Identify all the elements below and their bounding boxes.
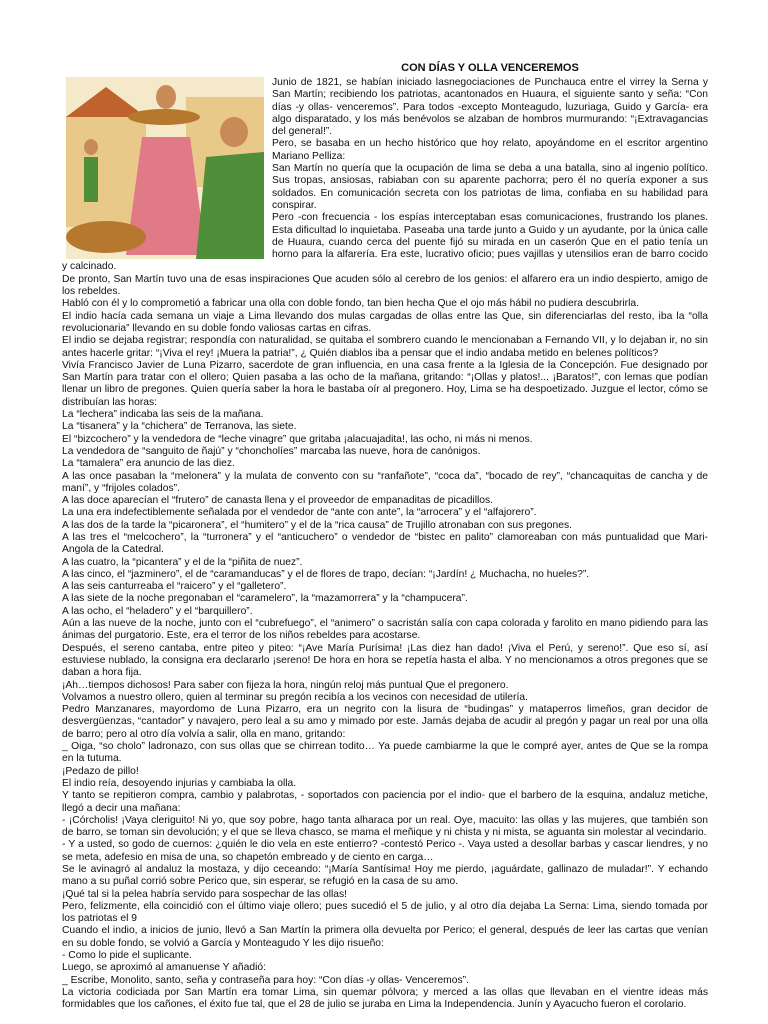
paragraph: ¡Ah…tiempos dichosos! Para saber con fijeza la hora, ningún reloj más puntual Que el pregonero.	[62, 679, 509, 691]
document-body	[62, 77, 708, 1012]
illustration-woman-body	[196, 152, 264, 259]
paragraph: Se le avinagró al andaluz la mostaza, y dijo ceceando: “¡María Santísima! Hoy me pierdo, ¡aguárdate, gallinazo de muladar!”. Y echando mano a su puñal corrió sobre Perico que, sin esperar, se refugió en la casa de su amo.	[62, 864, 708, 888]
paragraph: El indio se dejaba registrar; respondía con naturalidad, se quitaba el sombrero cuando le mencionaban a Fernando VII, y lo dejaban ir, no sin antes hacerle gritar: “¡Viva el rey! ¡Muera la patria!”, ¿ Quién diablos iba a pensar que el indio andaba metido en belenes políticos?	[62, 335, 708, 359]
paragraph: La “lechera” indicaba las seis de la mañana.	[62, 409, 264, 421]
paragraph: A las cuatro, la “picantera” y el de la “piñita de nuez”.	[62, 556, 303, 568]
paragraph: Junio de 1821, se habían iniciado lasnegociaciones de Punchauca entre el virrey la Serna y San Martín; recibiendo los patriotas, acantonados en Huaura, el siguiente santo y seña: “Con días -y ollas- venceremos”. Para todos -excepto Monteagudo, luzuriaga, Guido y García- era algo disparatado, y los más benévolos se alzaban de hombros murmurando: “¡Extravagancias del general!”.	[272, 77, 708, 138]
paragraph: El “bizcochero” y la vendedora de “leche vinagre” que gritaba ¡alacuajadita!, las ocho, ni más ni menos.	[62, 433, 533, 445]
paragraph: ¡Pedazo de pillo!	[62, 765, 139, 777]
paragraph: Luego, se aproximó al amanuense Y añadió:	[62, 962, 266, 974]
paragraph: A las doce aparecían el “frutero” de canasta llena y el proveedor de empanaditas de picadillos.	[62, 495, 494, 507]
paragraph: Después, el sereno cantaba, entre piteo y piteo: “¡Ave María Purísima! ¡Las diez han dado! ¡Viva el Perú, y sereno!”. Que eso sí, así estuviese nublado, la consigna era declararlo ¡sereno! De hora en hora se repetía hasta el alba. Y no mencionamos a otros pregones que se daban a hora fija.	[62, 642, 708, 679]
paragraph: Vivía Francisco Javier de Luna Pizarro, sacerdote de gran influencia, en una casa frente a la Iglesia de la Concepción. Fue designado por San Martín para tratar con el ollero; Quien pasaba a las ocho de la mañana, gritando: “¡Ollas y platos!... ¡Baratos!”, con lemas que podían llenar un libro de pregones. Quien quería saber la hora le bastaba oír al pregonero. Hoy, Lima se ha despoetizado. Juzgue el lector, cómo se distribuían las horas:	[62, 359, 708, 408]
paragraph: _ Oiga, “so cholo” ladronazo, con sus ollas que se chirrean todito… Ya puede cambiarme la que le compré ayer, antes de Que se la rompa en la tutuma.	[62, 741, 708, 765]
paragraph: La victoria codiciada por San Martín era tomar Lima, sin quemar pólvora; y merced a las ollas que llevaban en el vientre ideas más formidables que los cañones, el éxito fue tal, que el 28 de julio se juraba en Lima la Independencia. Junín y Ayacucho fueron el corolario.	[62, 986, 708, 1011]
paragraph: Habló con él y lo comprometió a fabricar una olla con doble fondo, tan bien hecha Que el ojo más hábil no pudiera descubrirla.	[62, 298, 639, 310]
street-vendors-illustration	[66, 77, 264, 259]
illustration-child-head	[84, 139, 98, 155]
paragraph: Volvamos a nuestro ollero, quien al terminar su pregón recibía a los vecinos con necesidad de utilería.	[62, 691, 528, 703]
paragraph: La vendedora de “sanguito de ñajú” y “choncholíes” marcaba las nueve, hora de canónigos.	[62, 445, 481, 457]
paragraph: Y tanto se repitieron compra, cambio y palabrotas, - soportados con paciencia por el indio- que el barbero de la esquina, andaluz metiche, llegó a decir una mañana:	[62, 790, 708, 814]
paragraph: - ¡Córcholis! ¡Vaya cleriguito! Ni yo, que soy pobre, hago tanta alharaca por un real. Oye, macuito: las ollas y las mujeres, que también son de barro, se toman sin devolución; y el que se lleva chasco, se mama el meñique y ni chista y ni mista, se aguanta sin molestar al vecindario.	[62, 814, 708, 839]
paragraph: Cuando el indio, a inicios de junio, llevó a San Martín la primera olla devuelta por Perico; el general, después de leer las cartas que venían en su doble fondo, se volvió a García y Monteagudo Y les dijo risueño:	[62, 925, 708, 949]
paragraph: Pero, se basaba en un hecho histórico que hoy relato, apoyándome en el escritor argentino Mariano Pelliza:	[272, 138, 708, 162]
paragraph: A las once pasaban la “melonera” y la mulata de convento con su “ranfañote”, “coca da”, “bocado de rey”, “chancaquitas de cancha y de maní”, y “frijoles colados”.	[62, 470, 708, 494]
paragraph: Aún a las nueve de la noche, junto con el “cubrefuego”, el “animero” o sacristán salía con capa colorada y farolito en mano pidiendo para las ánimas del purgatorio. Este, era el terror de los niños rebeldes para acostarse.	[62, 618, 708, 642]
paragraph: Pedro Manzanares, mayordomo de Luna Pizarro, era un negrito con la lisura de “budingas” y mataperros limeños, gran decidor de desvergüenzas, “cantador” y navajero, pero leal a su amo y mimado por este. Jamás dejaba de acudir al pregón y pagar un real por una olla de barro; pero al otro día volvía a salir, olla en mano, gritando:	[62, 704, 708, 740]
paragraph: - Y a usted, so godo de cuernos: ¿quién le dio vela en este entierro? -contestó Perico -. Vaya usted a desollar barbas y cascar liendres, y no se meta, adefesio en misa de una, so chapetón embreado y de ciento en carga…	[62, 839, 708, 863]
paragraph: - Como lo pide el suplicante.	[62, 950, 192, 962]
paragraph: A las ocho, el “heladero” y el “barquillero”.	[62, 605, 253, 617]
paragraph: Pero, felizmente, ella coincidió con el último viaje ollero; pues sucedió el 5 de julio, y al otro día dejaba La Serna: Lima, siendo tomada por los patriotas el 9	[62, 900, 708, 925]
paragraph: A las siete de la noche pregonaban el “caramelero”, la “mazamorrera” y la “champucera”.	[62, 593, 468, 605]
page-title: CON DÍAS Y OLLA VENCEREMOS	[401, 62, 579, 74]
paragraph: _ Escribe, Monolito, santo, seña y contraseña para hoy: “Con días -y ollas- Venceremos”.	[62, 974, 469, 986]
paragraph: Pero -con frecuencia - los espías interceptaban esas comunicaciones, frustrando los planes. Esta dificultad lo inquietaba. Paseaba una tarde junto a Guido y un ayudante, por la única calle de Huaura, cuando cerca del puente fijó su mirada en un caserón Que en el patio tenía un horno para la alfarería. Era este, lucrativo oficio; pues vajillas y utensilios eran de barro cocido y calcinado.	[62, 212, 708, 273]
paragraph: A las seis canturreaba el “raicero” y el “galletero”.	[62, 581, 287, 593]
paragraph: ¡Qué tal si la pelea habría servido para sospechar de las ollas!	[62, 888, 348, 900]
paragraph: La “tisanera” y la “chichera” de Terranova, las siete.	[62, 421, 297, 433]
paragraph: La “tamalera” era anuncio de las diez.	[62, 458, 235, 470]
illustration-woman-head	[220, 117, 248, 147]
paragraph: El indio hacía cada semana un viaje a Lima llevando dos mulas cargadas de ollas entre las Que, sin diferenciarlas del resto, iba la “olla revolucionaria” llevando en su doble fondo valiosas cartas en cifras.	[62, 310, 708, 334]
paragraph: El indio reía, desoyendo injurias y cambiaba la olla.	[62, 777, 297, 789]
illustration-basket-on-head	[128, 109, 200, 125]
paragraph: San Martín no quería que la ocupación de lima se deba a una batalla, sino al ingenio político. Sus tropas, ansiosas, rabiaban con su aparente pachorra; pero él no quería exponer a sus soldados. En comunicación secreta con los patriotas de lima, confiaba en su habilidad para conspirar.	[272, 163, 708, 211]
paragraph: A las tres el “melcochero”, la “turronera” y el “anticuchero” o vendedor de “bistec en palito” clamoreaban con más puntualidad que Mari-Angola de la Catedral.	[62, 531, 708, 556]
illustration-vendor-head	[156, 85, 176, 109]
paragraph: A las dos de la tarde la “picaronera”, el “humitero” y el de la “rica causa” de Trujillo atronaban con sus pregones.	[62, 519, 572, 531]
illustration-fruit-basket	[66, 221, 146, 253]
paragraph: La una era indefectiblemente señalada por el vendedor de “ante con ante”, la “arrocera” y el “alfajorero”.	[62, 507, 537, 519]
paragraph: A las cinco, el “jazminero”, el de “caramanducas” y el de flores de trapo, decían: “¡Jardín! ¿ Muchacha, no hueles?”.	[62, 568, 590, 580]
paragraph: De pronto, San Martín tuvo una de esas inspiraciones Que acuden sólo al cerebro de los genios: el alfarero era un indio despierto, amigo de los rebeldes.	[62, 273, 708, 298]
illustration-child-body	[84, 157, 98, 202]
